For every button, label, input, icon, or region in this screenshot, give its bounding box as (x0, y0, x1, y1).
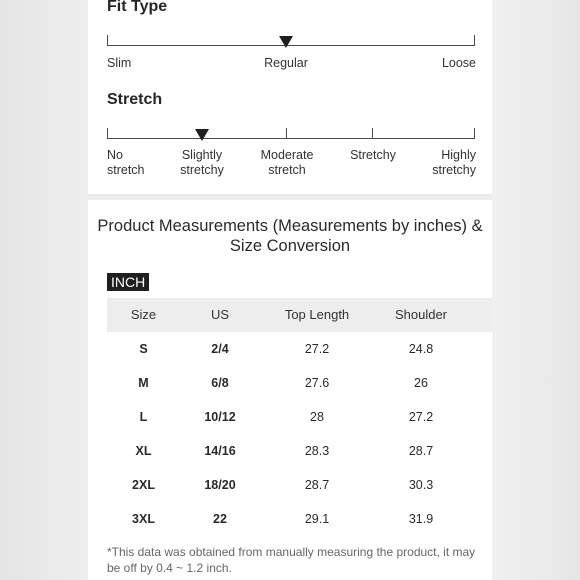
cell-us: 22 (213, 512, 227, 526)
cell-size: 3XL (132, 512, 155, 526)
cell-size: M (138, 376, 149, 390)
cell-shoulder: 24.8 (408, 342, 434, 356)
table-row (107, 366, 492, 400)
cell-size: XL (135, 444, 152, 458)
cell-top-length: 29.1 (304, 512, 330, 526)
cell-size: 2XL (132, 478, 155, 492)
cell-size: S (139, 342, 148, 356)
stretch-label-moderate: Moderate stretch (260, 148, 314, 177)
fit-type-label-loose: Loose (441, 56, 476, 70)
cell-shoulder: 30.3 (408, 478, 434, 492)
stretch-label-slightly: Slightly stretchy (180, 148, 224, 177)
cell-shoulder: 26 (414, 376, 428, 390)
cell-top-length: 28 (310, 410, 324, 424)
cell-top-length: 28.7 (304, 478, 330, 492)
fit-type-marker-icon (279, 36, 293, 48)
stretch-label-stretchy: Stretchy (350, 148, 396, 162)
table-row (107, 502, 492, 536)
column-header-shoulder: Shoulder (394, 307, 448, 322)
cell-us: 10/12 (204, 410, 236, 424)
cell-shoulder: 31.9 (408, 512, 434, 526)
fit-type-label-regular: Regular (264, 56, 308, 70)
cell-shoulder: 27.2 (408, 410, 434, 424)
stretch-marker-icon (195, 129, 209, 141)
cell-shoulder: 28.7 (408, 444, 434, 458)
column-header-size: Size (130, 307, 157, 322)
stretch-tick (286, 128, 287, 139)
stretch-tick (474, 128, 475, 139)
unit-badge: INCH (107, 273, 149, 291)
background-right (492, 0, 580, 580)
cell-size: L (139, 410, 148, 424)
stretch-title: Stretch (107, 91, 163, 108)
cell-us: 14/16 (204, 444, 236, 458)
stretch-tick (107, 128, 108, 139)
cell-us: 6/8 (211, 376, 229, 390)
cell-top-length: 28.3 (304, 444, 330, 458)
column-header-us: US (210, 307, 230, 322)
column-header-top-length: Top Length (284, 307, 350, 322)
fit-type-label-slim: Slim (107, 56, 132, 70)
measurement-footnote: *This data was obtained from manually measuring the product, it may be off by 0.4 ~ 1.2 inch. (107, 545, 476, 575)
table-row (107, 434, 492, 468)
fit-type-tick (107, 35, 108, 46)
background-left (0, 0, 88, 580)
cell-us: 18/20 (204, 478, 236, 492)
stretch-scale-line (107, 138, 475, 139)
table-row (107, 332, 492, 366)
stretch-tick (372, 128, 373, 139)
stretch-label-highly: Highly stretchy (432, 148, 476, 177)
stretch-label-no: No stretch (107, 148, 145, 177)
table-header (107, 298, 492, 332)
measurements-heading: Product Measurements (Measurements by inches) & Size Conversion (97, 217, 483, 255)
fit-stretch-card (88, 0, 492, 194)
cell-top-length: 27.2 (304, 342, 330, 356)
fit-type-tick (474, 35, 475, 46)
measurements-card (88, 200, 492, 580)
table-row (107, 468, 492, 502)
fit-type-title: Fit Type (107, 0, 168, 15)
cell-us: 2/4 (211, 342, 229, 356)
table-row (107, 400, 492, 434)
cell-top-length: 27.6 (304, 376, 330, 390)
